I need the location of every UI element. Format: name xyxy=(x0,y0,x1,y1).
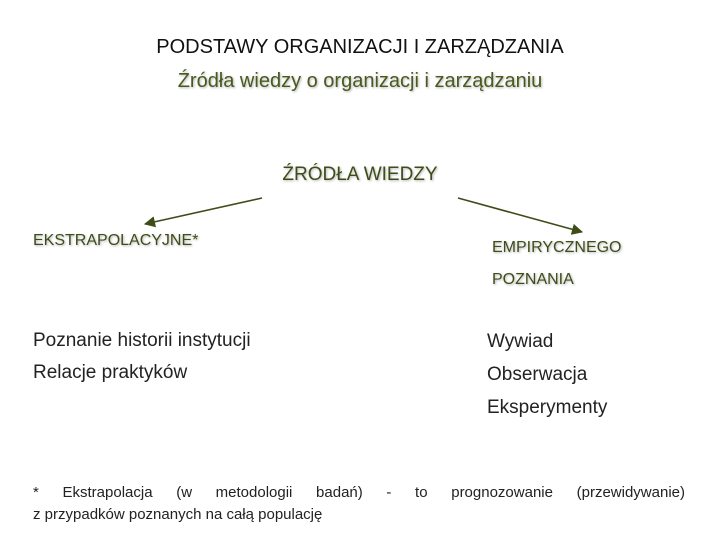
subtitle: Źródła wiedzy o organizacji i zarządzaniu xyxy=(177,70,543,92)
root-node: ŹRÓDŁA WIEDZY xyxy=(282,164,438,185)
branch-heading-empirical xyxy=(492,232,622,296)
footnote-line: * Ekstrapolacja (w metodologii badań) - to prognozowanie (przewidywanie) xyxy=(33,484,685,501)
list-item: Relacje praktyków xyxy=(33,362,188,383)
main-title: PODSTAWY ORGANIZACJI I ZARZĄDZANIA xyxy=(156,36,564,58)
list-item: Wywiad xyxy=(487,331,554,352)
footnote-line: z przypadków poznanych na całą populację xyxy=(33,506,323,523)
arrow-right xyxy=(458,198,582,232)
extrapolation-list xyxy=(33,325,251,389)
list-item: Poznanie historii instytucji xyxy=(33,330,251,351)
arrow-left xyxy=(145,198,262,224)
branch-heading-line: POZNANIA xyxy=(492,271,574,288)
footnote xyxy=(33,482,685,526)
branch-heading-line: EMPIRYCZNEGO xyxy=(492,239,622,256)
list-item: Obserwacja xyxy=(487,364,588,385)
empirical-list xyxy=(487,325,607,424)
branch-heading-extrapolation: EKSTRAPOLACYJNE* xyxy=(33,232,199,249)
list-item: Eksperymenty xyxy=(487,397,608,418)
